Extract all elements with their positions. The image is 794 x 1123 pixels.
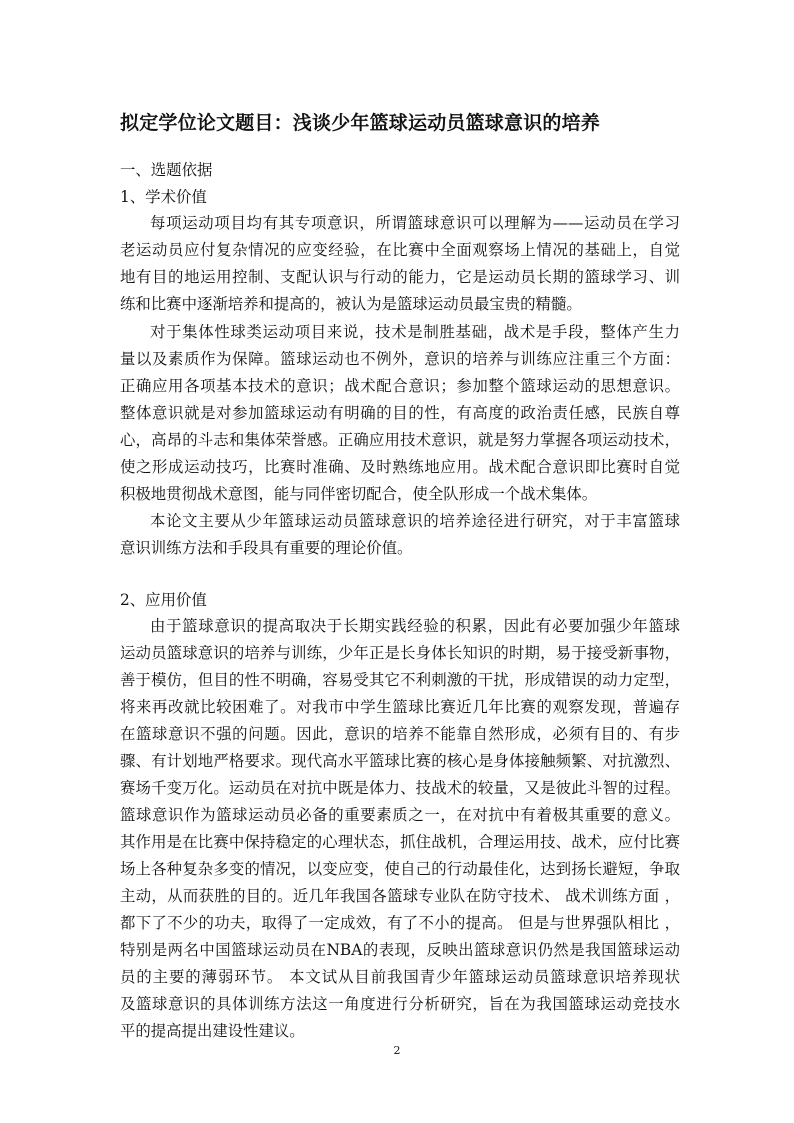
- paragraph-line: 将来再改就比较困难了。对我市中学生篮球比赛近几年比赛的观察发现，普遍存: [120, 698, 680, 716]
- paragraph-line: 意识训练方法和手段具有重要的理论价值。: [120, 539, 413, 557]
- paragraph-line: 善于模仿，但目的性不明确，容易受其它不利刺激的干扰，形成错误的动力定型，: [120, 671, 680, 689]
- paragraph-line: 篮球意识作为篮球运动员必备的重要素质之一，在对抗中有着极其重要的意义。: [120, 806, 680, 824]
- paragraph-line: 地有目的地运用控制、支配认识与行动的能力，它是运动员长期的篮球学习、训: [120, 268, 680, 286]
- paragraph-line: 在篮球意识不强的问题。因此，意识的培养不能靠自然形成，必须有目的、有步: [120, 725, 680, 743]
- paragraph-line: 赛场千变万化。运动员在对抗中既是体力、技战术的较量，又是彼此斗智的过程。: [120, 779, 680, 797]
- paragraph-line: 使之形成运动技巧，比赛时准确、及时熟练地应用。战术配合意识即比赛时自觉: [120, 458, 680, 476]
- paragraph-line: 心，高昂的斗志和集体荣誉感。正确应用技术意识，就是努力掌握各项运动技术，: [120, 431, 680, 449]
- paragraph-line: 本论文主要从少年篮球运动员篮球意识的培养途径进行研究，对于丰富篮球: [150, 512, 680, 530]
- paragraph-line: 主动，从而获胜的目的。近几年我国各篮球专业队在防守技术、 战术训练方面 ，: [120, 887, 680, 905]
- paragraph-line: 积极地贯彻战术意图，能与同伴密切配合，使全队形成一个战术集体。: [120, 485, 598, 503]
- subsection-heading-academic-value: 1、学术价值: [120, 188, 207, 206]
- paragraph-line: 量以及素质作为保障。篮球运动也不例外，意识的培养与训练应注重三个方面：: [120, 350, 680, 368]
- paragraph-line: 都下了不少的功夫，取得了一定成效，有了不小的提高。 但是与世界强队相比 ，: [120, 914, 680, 932]
- thesis-title: 拟定学位论文题目：浅谈少年篮球运动员篮球意识的培养: [120, 112, 601, 134]
- paragraph-line: 场上各种复杂多变的情况，以变应变，使自己的行动最佳化，达到扬长避短，争取: [120, 860, 680, 878]
- paragraph-line: 正确应用各项基本技术的意识；战术配合意识；参加整个篮球运动的思想意识。: [120, 377, 680, 395]
- paragraph-line: 由于篮球意识的提高取决于长期实践经验的积累，因此有必要加强少年篮球: [150, 617, 680, 635]
- paragraph-line: 平的提高提出建设性建议。: [120, 1022, 305, 1040]
- paragraph-line: 员的主要的薄弱环节。 本文试从目前我国青少年篮球运动员篮球意识培养现状: [120, 968, 680, 986]
- paragraph-line: 其作用是在比赛中保持稳定的心理状态，抓住战机，合理运用技、战术，应付比赛: [120, 833, 680, 851]
- paragraph-line: 对于集体性球类运动项目来说，技术是制胜基础，战术是手段，整体产生力: [150, 323, 680, 341]
- subsection-heading-application-value: 2、应用价值: [120, 591, 207, 609]
- paragraph-line: 骤、有计划地严格要求。现代高水平篮球比赛的核心是身体接触频繁、对抗激烈、: [120, 752, 680, 770]
- paragraph-line: 运动员篮球意识的培养与训练，少年正是长身体长知识的时期，易于接受新事物，: [120, 644, 680, 662]
- paragraph-line: 每项运动项目均有其专项意识，所谓篮球意识可以理解为——运动员在学习: [150, 214, 680, 232]
- paragraph-line: 练和比赛中逐渐培养和提高的，被认为是篮球运动员最宝贵的精髓。: [120, 295, 582, 313]
- page-number: 2: [393, 1044, 401, 1057]
- paragraph-line: 整体意识就是对参加篮球运动有明确的目的性，有高度的政治责任感，民族自尊: [120, 404, 680, 422]
- section-heading: 一、选题依据: [120, 161, 213, 179]
- paragraph-line: 特别是两名中国篮球运动员在NBA的表现，反映出篮球意识仍然是我国篮球运动: [120, 941, 680, 959]
- paragraph-line: 及篮球意识的具体训练方法这一角度进行分析研究，旨在为我国篮球运动竞技水: [120, 995, 680, 1013]
- paragraph-line: 老运动员应付复杂情况的应变经验，在比赛中全面观察场上情况的基础上，自觉: [120, 241, 680, 259]
